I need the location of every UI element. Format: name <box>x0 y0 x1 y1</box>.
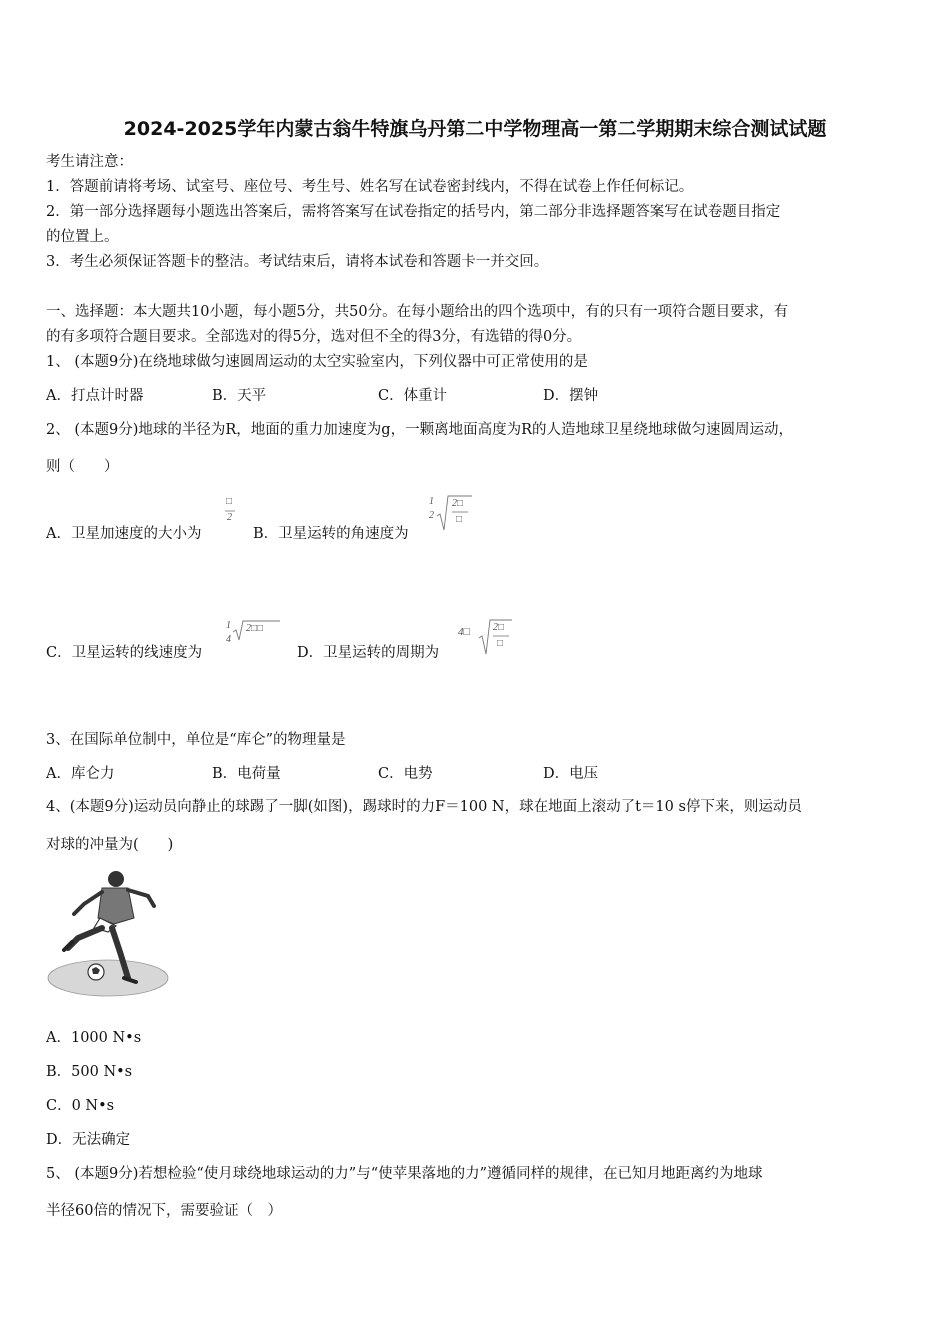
q1-option-d: D．摆钟 <box>543 388 599 404</box>
q4-option-d: D．无法确定 <box>46 1132 131 1148</box>
q2-b-numerator: 2□ <box>452 498 464 509</box>
section1-intro-line1: 一、选择题：本大题共10小题，每小题5分，共50分。在每小题给出的四个选项中，有的只有一项符合题目要求，有 <box>46 304 789 320</box>
q2-a-denominator: 2 <box>227 512 232 523</box>
q2-option-a: A．卫星加速度的大小为 <box>46 526 202 542</box>
page-title: 2024-2025学年内蒙古翁牛特旗乌丹第二中学物理高一第二学期期末综合测试试题 <box>123 118 827 140</box>
q1-option-a: A．打点计时器 <box>46 388 144 404</box>
q2-option-d-formula <box>456 618 512 658</box>
q3-stem: 3、在国际单位制中，单位是“库仑”的物理量是 <box>46 732 346 748</box>
q5-stem-line1: 5、 (本题9分)若想检验“使月球绕地球运动的力”与“使苹果落地的力”遵循同样的规律，在已知月地距离约为地球 <box>46 1166 763 1182</box>
section1-intro-line2: 的有多项符合题目要求。全部选对的得5分，选对但不全的得3分，有选错的得0分。 <box>46 329 582 345</box>
q3-option-a: A．库仑力 <box>46 766 115 782</box>
q1-option-b: B．天平 <box>212 388 267 404</box>
q2-d-coef: 4□ <box>458 626 471 638</box>
q1-option-c: C．体重计 <box>378 388 448 404</box>
q3-option-c: C．电势 <box>378 766 433 782</box>
soccer-player-figure <box>44 866 172 1002</box>
q2-option-b-formula <box>428 494 472 532</box>
q4-option-a: A．1000 N•s <box>46 1030 142 1046</box>
q2-option-d: D．卫星运转的周期为 <box>297 645 440 661</box>
q4-stem-line1: 4、(本题9分)运动员向静止的球踢了一脚(如图)，踢球时的力F＝100 N，球在地面上滚动了t＝10 s停下来，则运动员 <box>46 799 802 815</box>
q3-option-d: D．电压 <box>543 766 599 782</box>
q2-stem-line1: 2、 (本题9分)地球的半径为R，地面的重力加速度为g，一颗离地面高度为R的人造地球卫星绕地球做匀速圆周运动， <box>46 422 793 438</box>
q2-c-radicand: 2□□ <box>246 623 264 634</box>
q2-b-coef-den: 2 <box>429 510 434 521</box>
notice-item-2-cont: 的位置上。 <box>46 229 119 245</box>
q5-stem-line2: 半径60倍的情况下，需要验证（ ） <box>46 1203 282 1219</box>
q2-option-c: C．卫星运转的线速度为 <box>46 645 203 661</box>
q4-option-c: C．0 N•s <box>46 1098 115 1114</box>
q2-d-denominator: □ <box>497 638 504 649</box>
notice-item-1: 1．答题前请将考场、试室号、座位号、考生号、姓名写在试卷密封线内，不得在试卷上作任何标记。 <box>46 179 694 195</box>
q2-option-a-formula <box>224 496 238 530</box>
notice-item-2: 2．第一部分选择题每小题选出答案后，需将答案写在试卷指定的括号内，第二部分非选择题答案写在试卷题目指定 <box>46 204 781 220</box>
q2-option-c-formula <box>224 618 282 652</box>
q3-option-b: B．电荷量 <box>212 766 281 782</box>
q4-stem-line2: 对球的冲量为( ) <box>46 837 174 853</box>
q2-b-denominator: □ <box>456 514 463 525</box>
q2-d-numerator: 2□ <box>493 622 505 633</box>
q2-c-coef-den: 4 <box>226 634 231 645</box>
q2-a-numerator: □ <box>226 496 233 507</box>
q2-b-coef-num: 1 <box>429 496 434 507</box>
q2-option-b: B．卫星运转的角速度为 <box>253 526 409 542</box>
q4-option-b: B．500 N•s <box>46 1064 133 1080</box>
q1-stem: 1、 (本题9分)在绕地球做匀速圆周运动的太空实验室内，下列仪器中可正常使用的是 <box>46 354 588 370</box>
q2-stem-line2: 则（ ） <box>46 459 119 475</box>
notice-item-3: 3．考生必须保证答题卡的整洁。考试结束后，请将本试卷和答题卡一并交回。 <box>46 254 549 270</box>
q2-c-coef-num: 1 <box>226 620 231 631</box>
notice-heading: 考生请注意： <box>46 154 133 170</box>
